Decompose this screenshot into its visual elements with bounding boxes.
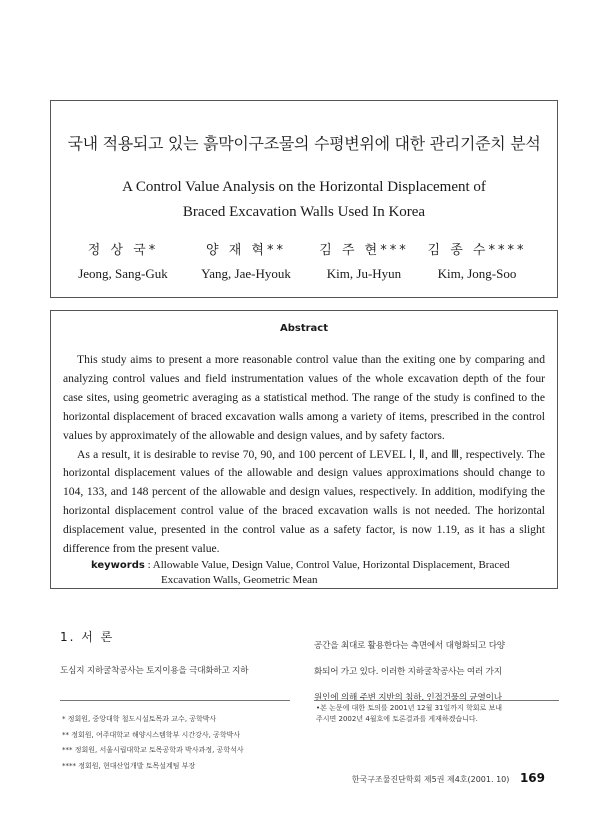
author-list — [51, 239, 557, 283]
footnote-author-4: **** 정회원, 현대산업개발 토목설계팀 부장 — [62, 761, 196, 770]
keywords-line-1: : Allowable Value, Design Value, Control Value, Horizontal Displacement, Braced — [147, 559, 510, 571]
author-name-en: Kim, Jong-Soo — [437, 266, 517, 281]
author-name-en: Yang, Jae-Hyouk — [201, 266, 291, 281]
title-en-line-2: Braced Excavation Walls Used In Korea — [182, 204, 426, 220]
footnote-author-1: * 정회원, 중앙대학 철도시설토목과 교수, 공학박사 — [62, 715, 217, 723]
right-column-line-1: 공간을 최대로 활용한다는 측면에서 대형화되고 다양 — [314, 641, 505, 651]
author-name-ko: 김 종 수**** — [427, 243, 527, 258]
paper-header-box — [50, 100, 558, 298]
author-footnotes — [62, 712, 297, 774]
author-name-en: Kim, Ju-Hyun — [326, 266, 402, 281]
keywords — [91, 558, 543, 587]
author-1 — [53, 239, 193, 282]
author-4 — [407, 239, 547, 282]
keywords-label: keywords — [91, 560, 145, 571]
journal-citation: 한국구조물진단학회 제5권 제4호(2001. 10) — [351, 775, 510, 784]
discussion-notice-line-1: •본 논문에 대한 토의를 2001년 12월 31일까지 학회로 보내 — [316, 704, 503, 712]
paper-title-korean: 국내 적용되고 있는 흙막이구조물의 수평변위에 대한 관리기준치 분석 — [67, 134, 541, 153]
body-text-left-column: 도심지 지하굴착공사는 토지이용을 극대화하고 지하 — [60, 666, 249, 676]
paper-title-english — [51, 175, 557, 225]
abstract-paragraph-1: This study aims to present a more reasonable control value than the exiting one by comparing and analyzing control values and field instrumentation values of the whole excavation depth of the four case sites, using geometric averaging as a statistical method. The range of the study is confined to the horizontal displacement of braced excavation walls among a variety of items, prescribed in the control values by approximately of the allowable and design values, and by safety factors. — [63, 353, 545, 442]
footnote-divider-right — [314, 700, 559, 701]
author-name-ko: 김 주 현*** — [319, 243, 409, 258]
discussion-notice — [316, 703, 561, 725]
page-number: 169 — [519, 771, 545, 785]
keywords-line-2: Excavation Walls, Geometric Mean — [161, 574, 318, 586]
abstract-body — [63, 351, 545, 559]
discussion-notice-line-2: 주시면 2002년 4월호에 토론결과를 게재하겠습니다. — [316, 715, 478, 723]
section-title-introduction: 1. 서 론 — [60, 630, 115, 644]
title-en-line-1: A Control Value Analysis on the Horizontal Displacement of — [122, 179, 486, 195]
abstract-heading: Abstract — [279, 323, 329, 334]
right-column-line-3: 원인에 의해 주변 지반의 침하, 인접건물의 균열이나 — [314, 693, 502, 703]
footnote-divider-left — [60, 700, 290, 701]
footnote-author-3: *** 정회원, 서울시립대학교 토목공학과 박사과정, 공학석사 — [62, 746, 244, 754]
page-footer — [300, 771, 545, 785]
author-name-ko: 정 상 국* — [87, 243, 159, 258]
author-name-en: Jeong, Sang-Guk — [78, 266, 168, 281]
footnote-author-2: ** 정회원, 여주대학교 해양시스템학부 시간강사, 공학박사 — [62, 730, 241, 739]
author-name-ko: 양 재 혁** — [206, 243, 286, 258]
right-column-line-2: 화되어 가고 있다. 이러한 지하굴착공사는 여러 가지 — [314, 667, 502, 677]
abstract-paragraph-2: As a result, it is desirable to revise 70, 90, and 100 percent of LEVEL Ⅰ, Ⅱ, and Ⅲ, respectively. The horizontal displacement values of the allowable and design values approximations should change to 104, 133, and 148 percent of the allowable and design values, respectively. In addition, modifying the horizontal displacement control value of the braced excavation walls is not needed. The horizontal displacement value, presented in the control value as a safety factor, is now 1.19, as it has a slight difference from the present value. — [63, 447, 545, 556]
abstract-box — [50, 310, 558, 589]
